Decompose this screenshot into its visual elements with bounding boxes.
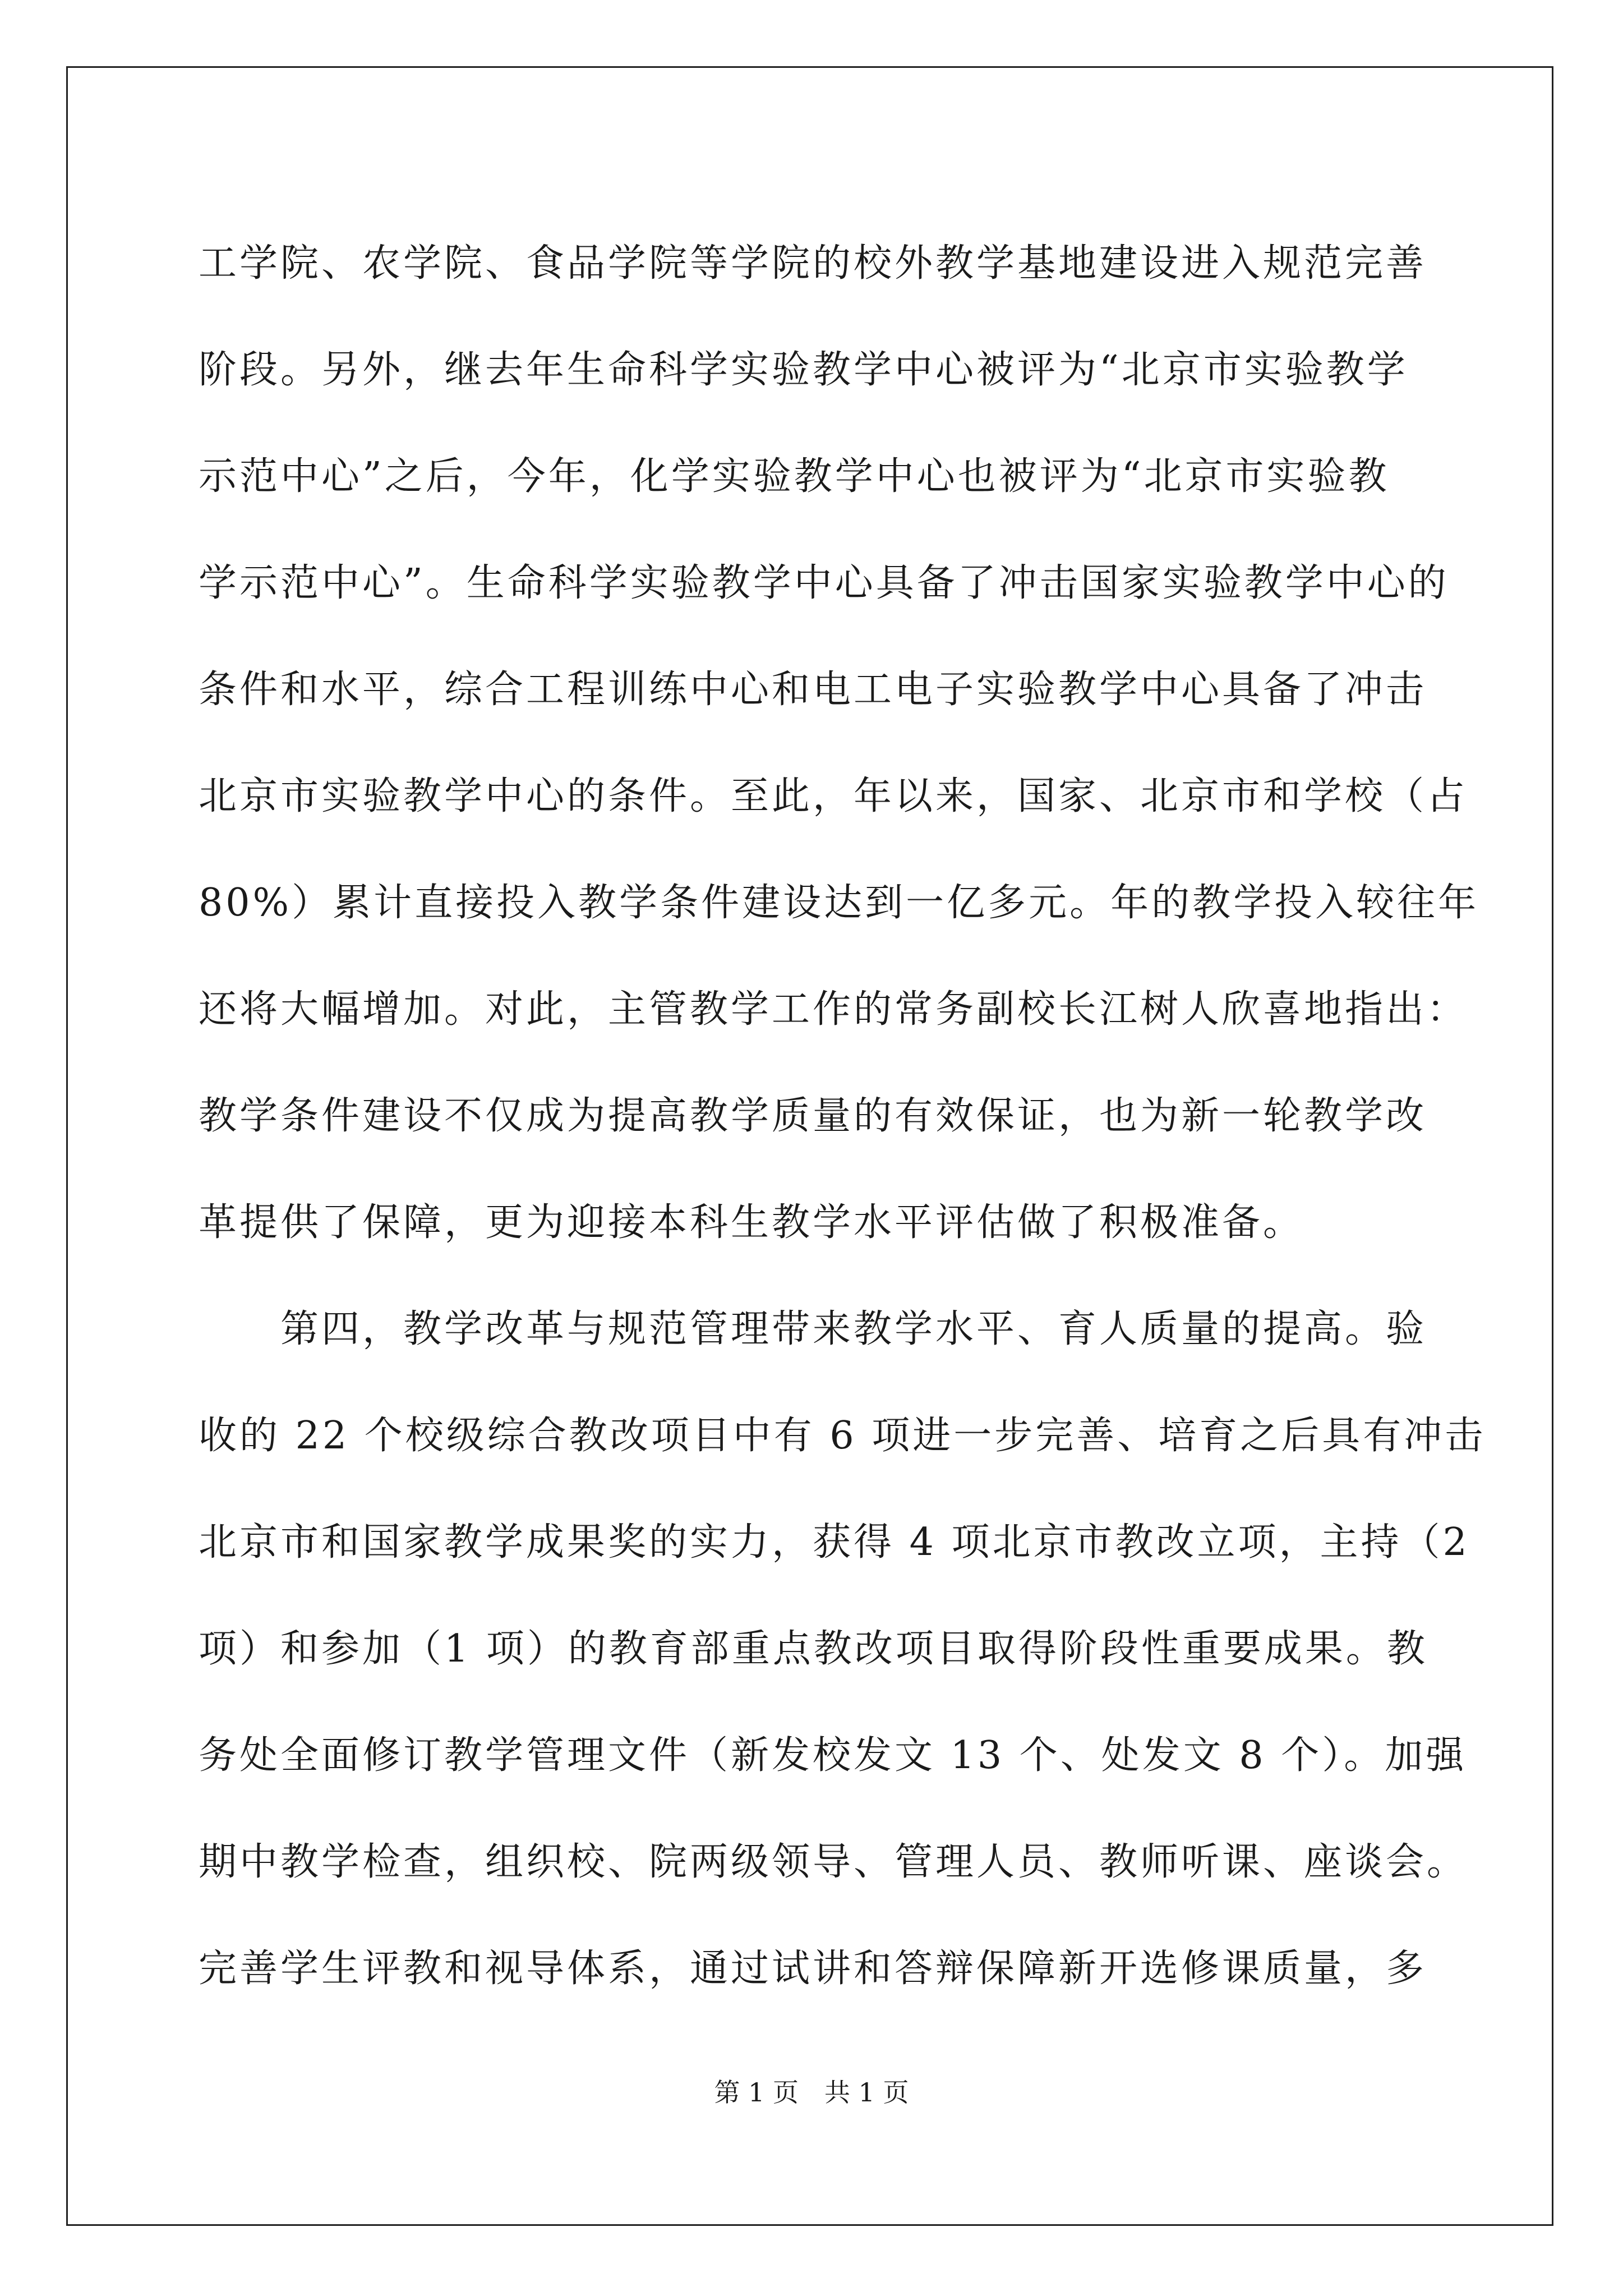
page-number-footer: 第 1 页 共 1 页	[714, 2077, 909, 2108]
text-line: 学示范中心”。生命科学实验教学中心具备了冲击国家实验教学中心的	[199, 561, 1449, 605]
text-line: 革提供了保障，更为迎接本科生教学水平评估做了积极准备。	[199, 1200, 1304, 1245]
text-line: 示范中心”之后，今年，化学实验教学中心也被评为“北京市实验教	[199, 454, 1390, 499]
document-body	[199, 210, 1486, 2022]
text-line: 务处全面修订教学管理文件（新发校发文 13 个、处发文 8 个）。加强	[199, 1733, 1467, 1778]
text-line: 80%）累计直接投入教学条件建设达到一亿多元。年的教学投入较往年	[199, 881, 1479, 925]
text-line: 期中教学检查，组织校、院两级领导、管理人员、教师听课、座谈会。	[199, 1840, 1468, 1884]
text-line: 工学院、农学院、食品学院等学院的校外教学基地建设进入规范完善	[199, 241, 1427, 286]
text-line: 项）和参加（1 项）的教育部重点教改项目取得阶段性重要成果。教	[199, 1627, 1428, 1671]
text-line: 收的 22 个校级综合教改项目中有 6 项进一步完善、培育之后具有冲击	[199, 1414, 1486, 1458]
text-line: 还将大幅增加。对此，主管教学工作的常务副校长江树人欣喜地指出：	[199, 987, 1468, 1032]
text-line: 完善学生评教和视导体系，通过试讲和答辩保障新开选修课质量，多	[199, 1947, 1427, 1991]
paragraph-start-line: 第四，教学改革与规范管理带来教学水平、育人质量的提高。验	[199, 1307, 1427, 1351]
text-line: 北京市和国家教学成果奖的实力，获得 4 项北京市教改立项，主持（2	[199, 1520, 1470, 1565]
text-line: 条件和水平，综合工程训练中心和电工电子实验教学中心具备了冲击	[199, 668, 1427, 712]
text-line: 阶段。另外，继去年生命科学实验教学中心被评为“北京市实验教学	[199, 348, 1408, 392]
text-line: 北京市实验教学中心的条件。至此，年以来，国家、北京市和学校（占	[199, 774, 1468, 818]
text-line: 教学条件建设不仅成为提高教学质量的有效保证，也为新一轮教学改	[199, 1094, 1427, 1138]
